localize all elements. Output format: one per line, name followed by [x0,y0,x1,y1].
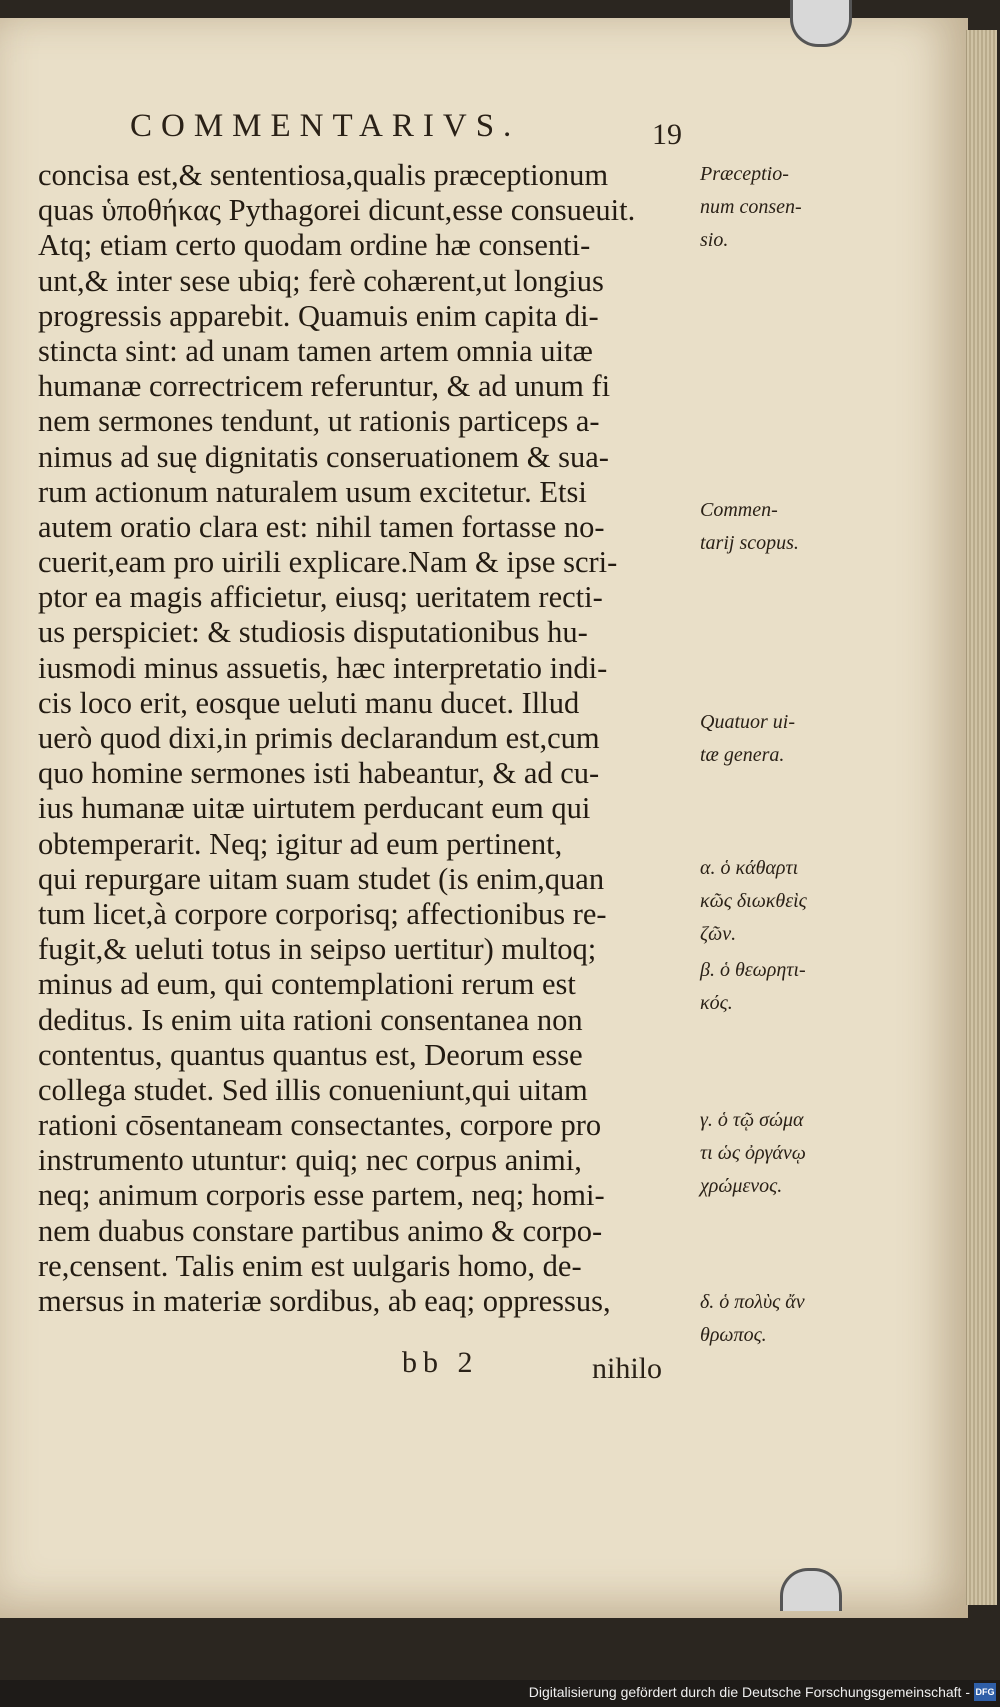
digitization-notice: Digitalisierung gefördert durch die Deutsche Forschungsgemeinschaft - [528,1684,970,1700]
margin-note-line: ζῶν. [700,923,737,945]
margin-note-line: β. ὁ θεωρητι- [700,959,806,981]
text-line: iusmodi minus assuetis, hæc interpretatio indi- [38,650,608,685]
text-line: instrumento utuntur: quiq; nec corpus animi, [38,1143,582,1178]
catchword: nihilo [592,1352,663,1385]
body-text [38,158,688,1319]
text-line: concisa est,& sententiosa,qualis præceptionum [38,158,609,192]
text-line: unt,& inter sese ubiq; ferè cohærent,ut longius [38,263,604,298]
text-line: nimus ad suę dignitatis conseruationem & sua- [38,439,609,474]
digitization-footer [0,1680,1000,1707]
margin-note [700,1286,840,1352]
text-line: autem oratio clara est: nihil tamen fortasse no- [38,509,605,544]
margin-note-line: Commen- [700,499,778,521]
margin-note-line: tarij scopus. [700,532,799,554]
margin-note [700,494,840,560]
margin-note-line: χρώμενος. [700,1175,783,1197]
text-line: collega studet. Sed illis conueniunt,qui uitam [38,1072,588,1107]
margin-note-line: κῶς διωκθεὶς [700,890,807,912]
text-line: humanæ correctricem referuntur, & ad unum fi [38,369,611,404]
text-line: tum licet,à corpore corporisq; affectionibus re- [38,896,607,931]
text-line: ius humanæ uitæ uirtutem perducant eum qui [38,791,591,826]
margin-note-line: γ. ὁ τῷ σώμα [700,1109,804,1131]
dfg-logo-icon: DFG [974,1683,996,1701]
text-line: qui repurgare uitam suam studet (is enim,quan [38,861,605,896]
text-line: stincta sint: ad unam tamen artem omnia uitæ [38,333,593,368]
margin-note-line: κός. [700,992,733,1014]
text-line: contentus, quantus quantus est, Deorum esse [38,1037,583,1072]
text-line: quas ὑποθήκας Pythagorei dicunt,esse consueuit. [38,193,636,228]
text-line: cuerit,eam pro uirili explicare.Nam & ipse scri- [38,545,618,580]
margin-note [700,706,840,772]
margin-note [700,158,840,257]
text-line: uerò quod dixi,in primis declarandum est,cum [38,721,600,755]
margin-note-line: α. ὁ κάθαρτι [700,857,799,879]
margin-note [700,852,840,951]
page-number: 19 [652,118,682,151]
text-line: progressis apparebit. Quamuis enim capita di- [38,298,599,333]
text-line: re,censent. Talis enim est uulgaris homo, de- [38,1248,582,1283]
margin-note [700,1104,840,1203]
margin-note-line: num consen- [700,196,802,218]
running-head: COMMENTARIVS. [130,108,521,144]
text-line: rationi cōsentaneam consectantes, corpore pro [38,1108,602,1143]
margin-note-line: sio. [700,229,729,251]
text-line: obtemperarit. Neq; igitur ad eum pertinent, [38,826,563,861]
text-line: Atq; etiam certo quodam ordine hæ consenti- [38,228,591,263]
page-clip-bottom [780,1568,842,1611]
margin-note-line: δ. ὁ πολὺς ἄν [700,1291,805,1313]
margin-note-line: θρωπος. [700,1324,767,1346]
margin-note [700,954,840,1020]
margin-note-line: Quatuor ui- [700,711,795,733]
text-line: nem duabus constare partibus animo & corpo- [38,1213,603,1248]
text-line: minus ad eum, qui contemplationi rerum est [38,967,576,1002]
margin-note-line: Præceptio- [700,163,789,185]
text-line: mersus in materiæ sordibus, ab eaq; oppressus, [38,1284,611,1318]
text-line: neq; animum corporis esse partem, neq; homi- [38,1178,605,1213]
text-line: rum actionum naturalem usum excitetur. Etsi [38,474,587,509]
text-line: quo homine sermones isti habeantur, & ad cu- [38,756,600,791]
text-line: us perspiciet: & studiosis disputationibus hu- [38,615,588,650]
text-line: fugit,& ueluti totus in seipso uertitur) multoq; [38,932,597,967]
page-edge [966,30,997,1605]
margin-note-line: tæ genera. [700,744,785,766]
text-line: cis loco erit, eosque ueluti manu ducet. Illud [38,685,580,720]
signature-mark: bb 2 [402,1346,479,1379]
text-line: deditus. Is enim uita rationi consentanea non [38,1002,583,1037]
text-line: ptor ea magis afficietur, eiusq; ueritatem recti- [38,580,603,615]
margin-note-line: τι ὡς ὀργάνῳ [700,1142,806,1164]
text-line: nem sermones tendunt, ut rationis particeps a- [38,404,600,439]
